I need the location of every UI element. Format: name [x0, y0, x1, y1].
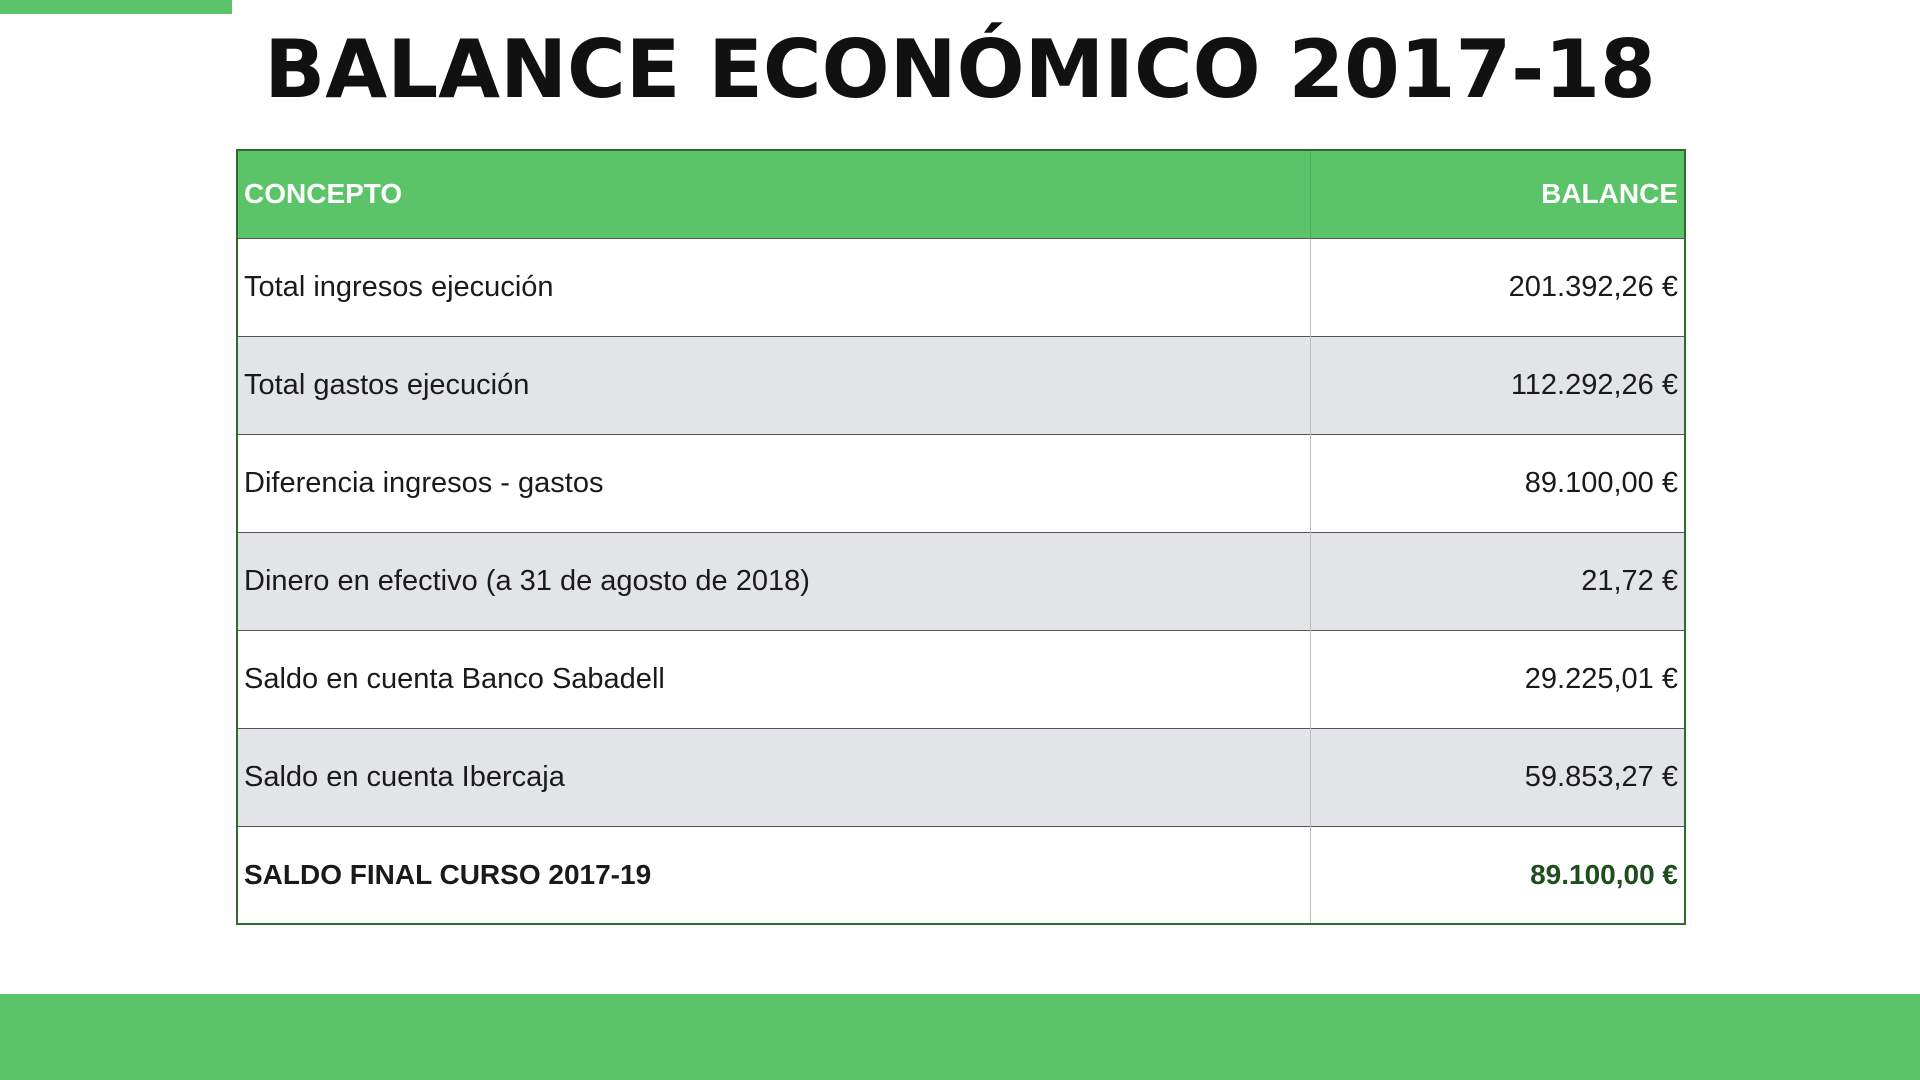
top-accent-bar [0, 0, 232, 14]
row-concept: Saldo en cuenta Banco Sabadell [237, 630, 1310, 728]
table-row [237, 238, 1685, 336]
table-row [237, 336, 1685, 434]
row-concept: Saldo en cuenta Ibercaja [237, 728, 1310, 826]
table-header-row [237, 150, 1685, 238]
slide-title: BALANCE ECONÓMICO 2017-18 [264, 23, 1656, 116]
total-row [237, 826, 1685, 924]
row-balance: 59.853,27 € [1524, 760, 1678, 793]
bottom-green-band [0, 994, 1920, 1080]
row-balance: 89.100,00 € [1524, 466, 1678, 499]
column-header-balance: BALANCE [1541, 178, 1678, 210]
total-concept: SALDO FINAL CURSO 2017-19 [237, 826, 1310, 924]
table-row [237, 532, 1685, 630]
balance-table [236, 149, 1686, 925]
row-balance: 29.225,01 € [1524, 662, 1678, 695]
row-concept: Diferencia ingresos - gastos [237, 434, 1310, 532]
row-concept: Total gastos ejecución [237, 336, 1310, 434]
table-row [237, 434, 1685, 532]
row-balance: 21,72 € [1581, 564, 1678, 597]
row-concept: Dinero en efectivo (a 31 de agosto de 2018) [237, 532, 1310, 630]
row-balance: 112.292,26 € [1510, 368, 1678, 401]
table-row [237, 728, 1685, 826]
row-balance: 201.392,26 € [1508, 270, 1678, 303]
balance-table-container [236, 149, 1684, 925]
column-header-concept: CONCEPTO [237, 150, 1310, 238]
table-row [237, 630, 1685, 728]
total-balance: 89.100,00 € [1530, 858, 1678, 890]
row-concept: Total ingresos ejecución [237, 238, 1310, 336]
